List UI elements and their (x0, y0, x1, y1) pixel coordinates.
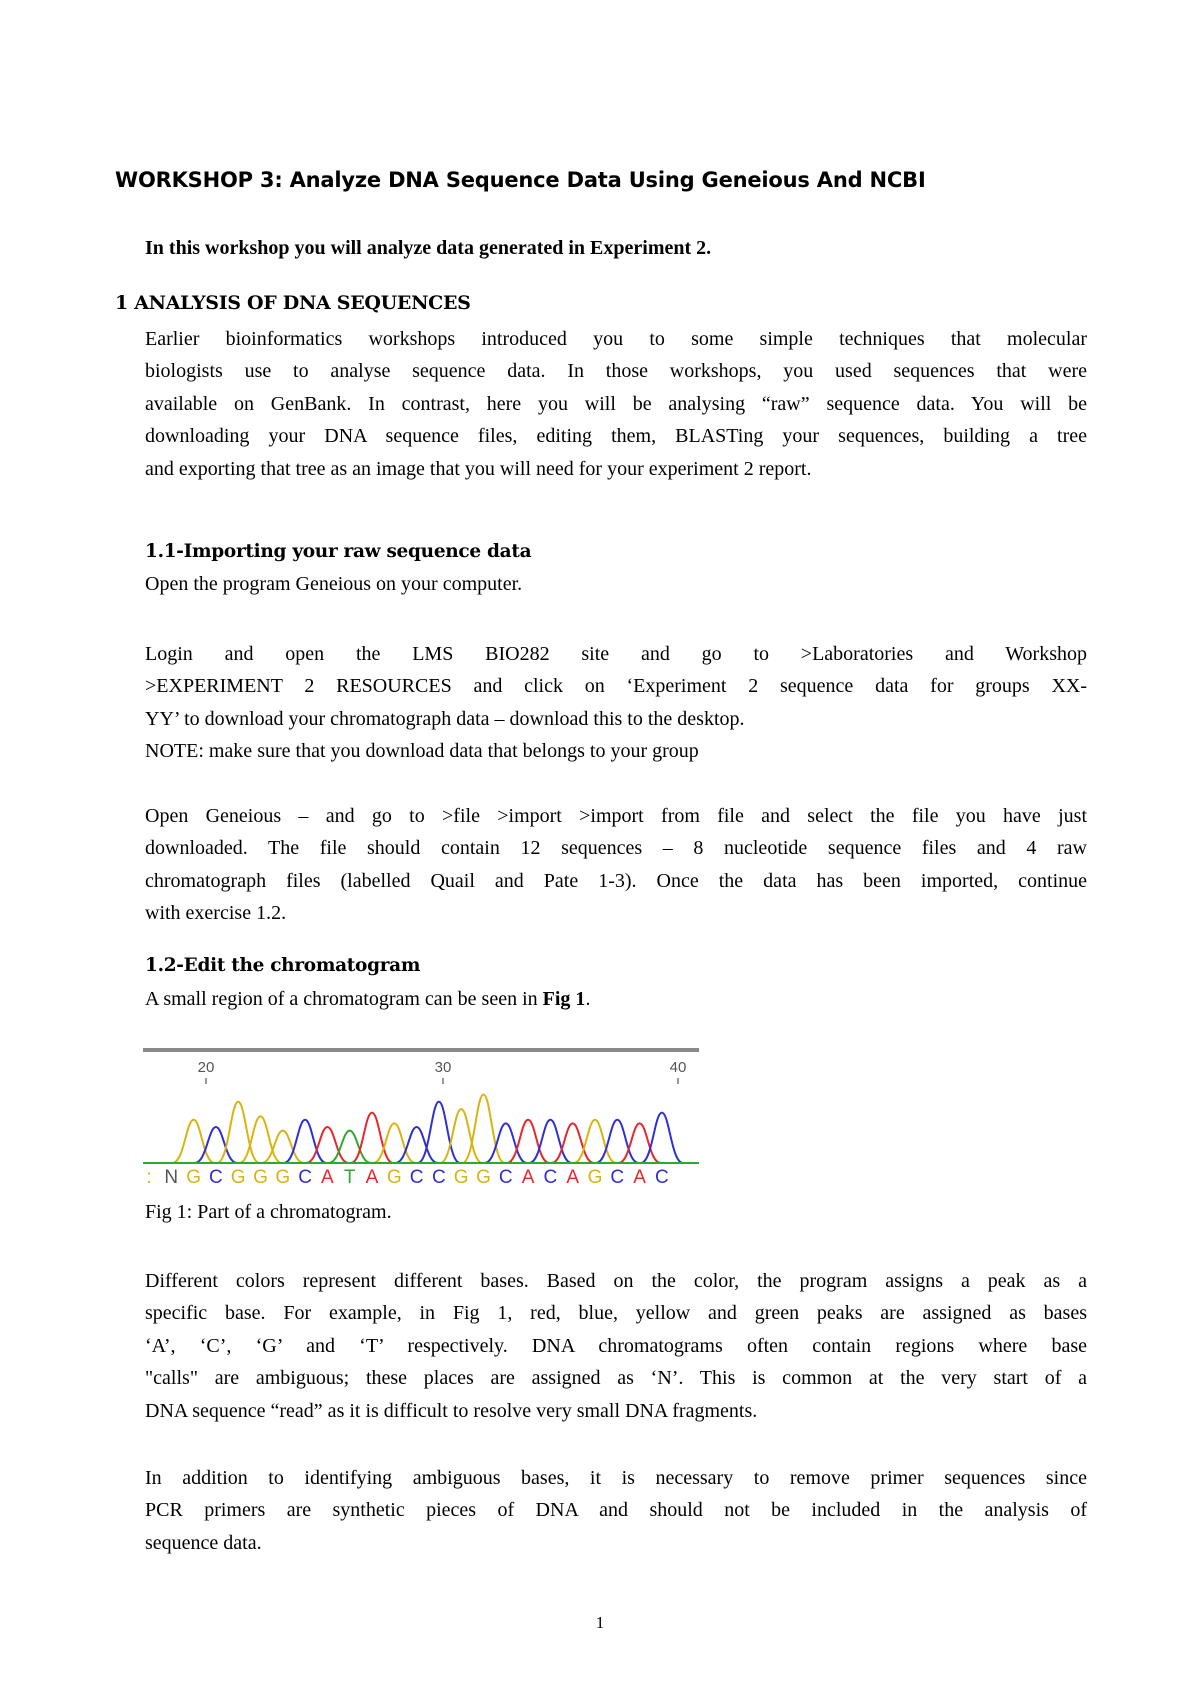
section-heading-analysis: 1 ANALYSIS OF DNA SEQUENCES (115, 292, 471, 314)
chromatogram-peak (395, 1127, 437, 1163)
paragraph-line: specific base. For example, in Fig 1, red, blue, yellow and green peaks are assigned as bases (145, 1302, 1087, 1325)
page-title: WORKSHOP 3: Analyze DNA Sequence Data Using Geneious And NCBI (115, 168, 926, 192)
paragraph-line: available on GenBank. In contrast, here you will be analysing “raw” sequence data. You will be (145, 392, 1087, 415)
intro-text: In this workshop you will analyze data generated in Experiment 2. (145, 237, 712, 259)
figure-caption: Fig 1: Part of a chromatogram. (145, 1201, 392, 1223)
base-call: A (521, 1167, 535, 1187)
base-call: G (275, 1167, 291, 1187)
base-call: C (543, 1167, 558, 1187)
figure-reference-line: A small region of a chromatogram can be seen in Fig 1. (145, 988, 591, 1010)
base-call: A (566, 1167, 580, 1187)
subsection-heading-edit: 1.2-Edit the chromatogram (145, 955, 421, 976)
ruler-label-20: 20 (197, 1059, 215, 1076)
base-call: G (253, 1167, 268, 1187)
paragraph-line: with exercise 1.2. (145, 902, 287, 925)
paragraph-line: DNA sequence “read” as it is difficult to resolve very small DNA fragments. (145, 1399, 758, 1422)
base-call: G (186, 1167, 201, 1187)
chromatogram-peak (485, 1123, 527, 1163)
base-call: C (409, 1167, 424, 1187)
paragraph-line: PCR primers are synthetic pieces of DNA and should not be included in the analysis of (145, 1499, 1087, 1522)
open-program-line: Open the program Geneious on your computer. (145, 573, 523, 595)
primers-paragraph (145, 1462, 1087, 1559)
base-call: T (343, 1167, 356, 1187)
figure-link: Fig 1 (542, 988, 586, 1010)
base-call: G (230, 1167, 246, 1187)
chromatogram-figure (143, 1045, 699, 1187)
base-call: : (146, 1167, 152, 1187)
base-call: G (476, 1167, 491, 1187)
paragraph-line: "calls" are ambiguous; these places are assigned as ‘N’. This is common at the very start of a (145, 1367, 1087, 1390)
base-call: A (633, 1167, 646, 1187)
paragraph-line: chromatograph files (labelled Quail and Pate 1-3). Once the data has been imported, continue (145, 869, 1087, 892)
note-line: NOTE: make sure that you download data that belongs to your group (145, 740, 699, 763)
login-paragraph (145, 638, 1087, 768)
base-call: G (386, 1167, 402, 1187)
section1-paragraph (145, 323, 1087, 485)
base-call: C (298, 1167, 312, 1187)
paragraph-line: Login and open the LMS BIO282 site and go to >Laboratories and Workshop (145, 643, 1087, 665)
paragraph-line: YY’ to download your chromatograph data – download this to the desktop. (145, 707, 745, 730)
base-call: C (209, 1167, 223, 1187)
paragraph-line: downloaded. The file should contain 12 sequences – 8 nucleotide sequence files and 4 raw (145, 837, 1087, 860)
base-call: N (164, 1167, 179, 1187)
chromatogram-peak (552, 1123, 594, 1163)
base-call: C (432, 1167, 446, 1187)
paragraph-line: Earlier bioinformatics workshops introduced you to some simple techniques that molecular (145, 328, 1087, 350)
base-call: A (321, 1167, 334, 1187)
colors-paragraph (145, 1265, 1087, 1427)
paragraph-line: Different colors represent different bases. Based on the color, the program assigns a peak as a (145, 1270, 1087, 1292)
paragraph-line: sequence data. (145, 1531, 262, 1554)
paragraph-line: downloading your DNA sequence files, editing them, BLASTing your sequences, building a tree (145, 425, 1087, 448)
base-call: G (587, 1167, 603, 1187)
base-call: C (610, 1167, 625, 1187)
paragraph-line: In addition to identifying ambiguous bases, it is necessary to remove primer sequences since (145, 1467, 1087, 1489)
paragraph-line: biologists use to analyse sequence data. In those workshops, you used sequences that were (145, 360, 1087, 383)
chromatogram-peaks (172, 1095, 683, 1163)
base-call: G (453, 1167, 469, 1187)
ruler-label-30: 30 (434, 1059, 452, 1076)
subsection-heading-importing: 1.1-Importing your raw sequence data (145, 541, 532, 562)
paragraph-line: >EXPERIMENT 2 RESOURCES and click on ‘Experiment 2 sequence data for groups XX- (145, 675, 1087, 698)
page-number: 1 (595, 1613, 605, 1632)
import-paragraph (145, 800, 1087, 930)
base-call-sequence (146, 1167, 668, 1187)
paragraph-line: ‘A’, ‘C’, ‘G’ and ‘T’ respectively. DNA chromatograms often contain regions where base (145, 1334, 1087, 1357)
base-call: A (365, 1167, 379, 1187)
paragraph-line: Open Geneious – and go to >file >import >import from file and select the file you have just (145, 805, 1087, 827)
base-call: C (655, 1167, 669, 1187)
ruler-label-40: 40 (669, 1059, 687, 1076)
base-call: C (498, 1167, 513, 1187)
paragraph-line: and exporting that tree as an image that you will need for your experiment 2 report. (145, 457, 812, 480)
